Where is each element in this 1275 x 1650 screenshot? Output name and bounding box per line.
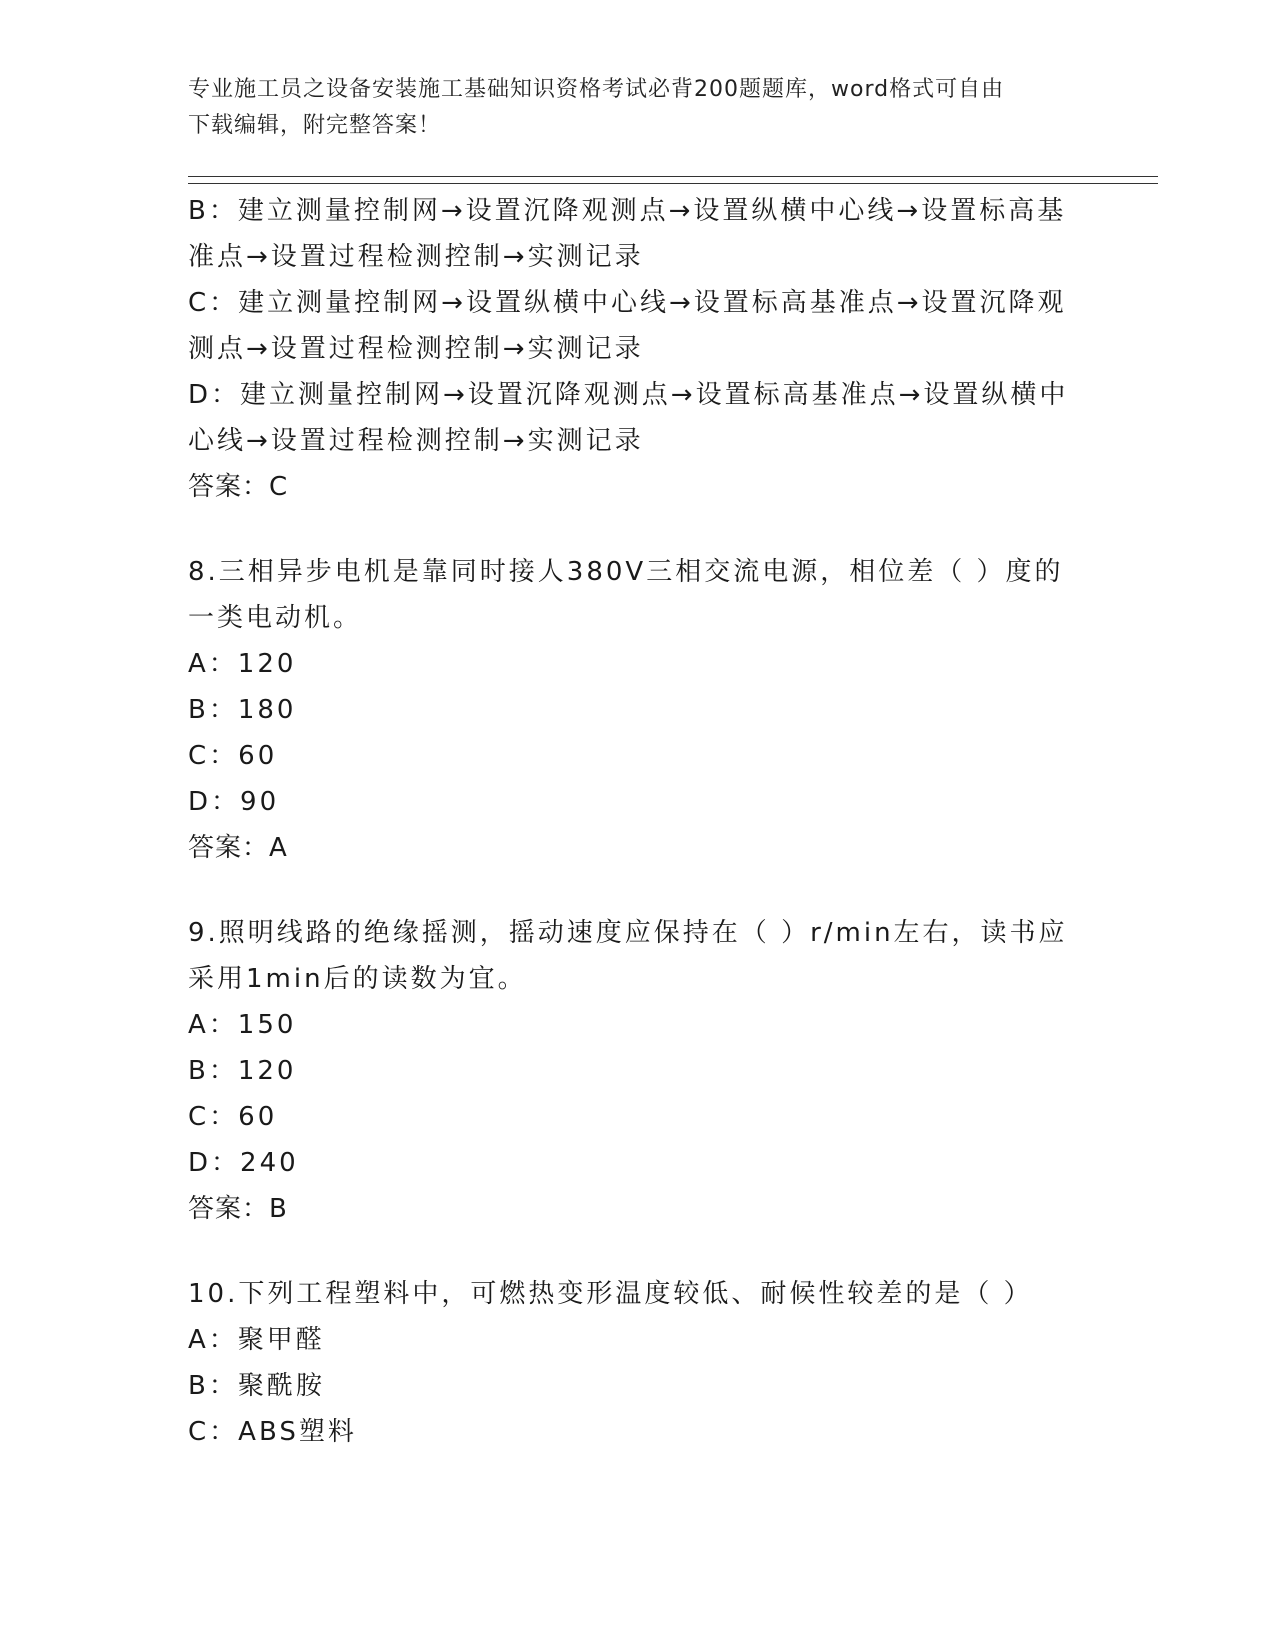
q9-stem-line-1: 9.照明线路的绝缘摇测，摇动速度应保持在（ ）r/min左右，读书应 [188, 918, 1068, 948]
q9-answer: 答案：B [188, 1194, 288, 1224]
question-content [188, 188, 1088, 1455]
q8-answer: 答案：A [188, 833, 288, 863]
q10-option-b: B：聚酰胺 [188, 1371, 325, 1401]
q8-option-b: B：180 [188, 695, 297, 725]
q8-option-d: D：90 [188, 787, 280, 817]
q9-option-d: D：240 [188, 1148, 299, 1178]
q7-option-b-line-1: B：建立测量控制网→设置沉降观测点→设置纵横中心线→设置标高基 [188, 196, 1067, 226]
q9-option-a: A：150 [188, 1010, 297, 1040]
header-divider-top [188, 176, 1158, 177]
question-9-block [188, 910, 1088, 1232]
spacer [188, 871, 1088, 910]
q8-option-a: A：120 [188, 649, 297, 679]
document-header [188, 72, 1068, 144]
q7-option-d-line-1: D：建立测量控制网→设置沉降观测点→设置标高基准点→设置纵横中 [188, 380, 1069, 410]
q7-option-c-line-2: 测点→设置过程检测控制→实测记录 [188, 334, 644, 364]
q10-option-c: C：ABS塑料 [188, 1417, 357, 1447]
question-7-block [188, 188, 1088, 510]
header-line-2: 下载编辑，附完整答案！ [188, 113, 442, 138]
question-10-block [188, 1271, 1088, 1455]
q9-option-b: B：120 [188, 1056, 297, 1086]
q9-option-c: C：60 [188, 1102, 278, 1132]
spacer [188, 510, 1088, 549]
q10-stem-line-1: 10.下列工程塑料中，可燃热变形温度较低、耐候性较差的是（ ） [188, 1279, 1033, 1309]
q9-stem-line-2: 采用1min后的读数为宜。 [188, 964, 527, 994]
q8-option-c: C：60 [188, 741, 278, 771]
q8-stem-line-2: 一类电动机。 [188, 603, 363, 633]
spacer [188, 1232, 1088, 1271]
question-8-block [188, 549, 1088, 871]
q7-answer: 答案：C [188, 472, 289, 502]
q8-stem-line-1: 8.三相异步电机是靠同时接人380V三相交流电源，相位差（ ）度的 [188, 557, 1064, 587]
header-divider-bottom [188, 183, 1158, 184]
header-line-1: 专业施工员之设备安装施工基础知识资格考试必背200题题库，word格式可自由 [188, 77, 1005, 102]
q7-option-d-line-2: 心线→设置过程检测控制→实测记录 [188, 426, 644, 456]
q7-option-c-line-1: C：建立测量控制网→设置纵横中心线→设置标高基准点→设置沉降观 [188, 288, 1067, 318]
q10-option-a: A：聚甲醛 [188, 1325, 325, 1355]
q7-option-b-line-2: 准点→设置过程检测控制→实测记录 [188, 242, 644, 272]
